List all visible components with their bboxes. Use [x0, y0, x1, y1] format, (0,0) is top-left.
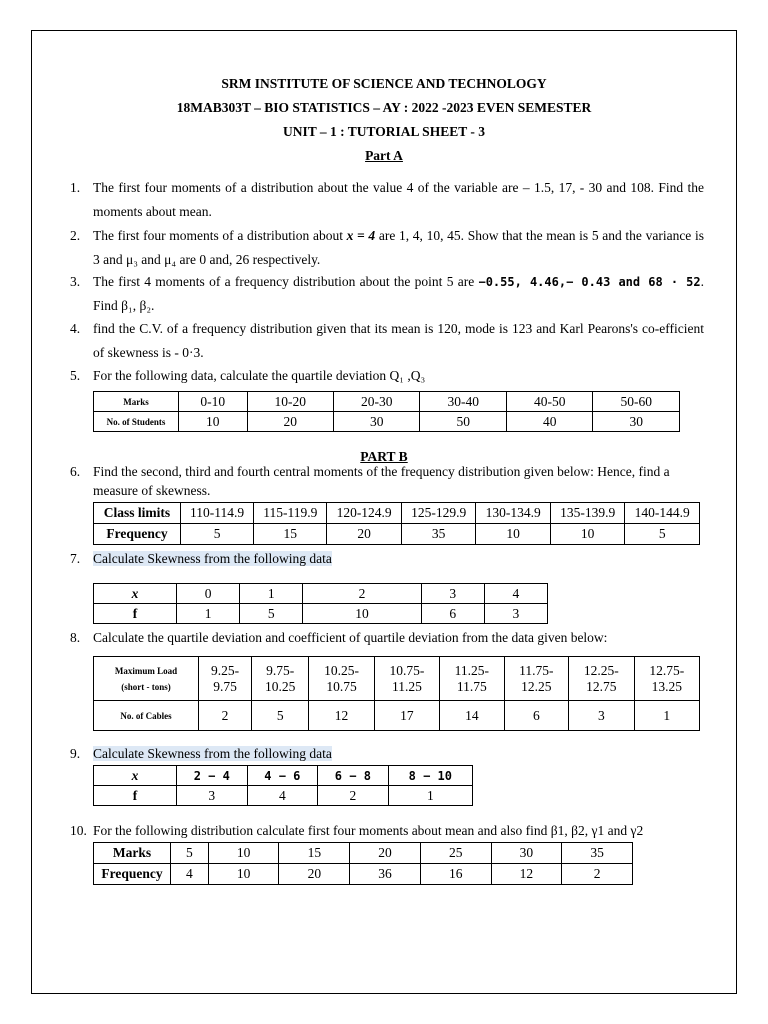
- table-cell: 120-124.9: [327, 503, 402, 524]
- table-cell: 2: [562, 864, 633, 885]
- row-header: Frequency: [94, 864, 171, 885]
- question-3: [70, 270, 704, 318]
- table-cell: 5: [181, 524, 254, 545]
- table-q8: [93, 656, 700, 731]
- table-cell: 110-114.9: [181, 503, 254, 524]
- table-cell: [634, 657, 699, 701]
- question-number: 8.: [70, 630, 81, 645]
- question-text: Find the second, third and fourth central moments of the frequency distribution given below: Hence, find a measure of skewness.: [93, 464, 670, 498]
- table-cell: 36: [350, 864, 421, 885]
- table-cell: 12: [309, 701, 374, 731]
- table-cell: 16: [420, 864, 491, 885]
- table-cell: 3: [421, 584, 484, 604]
- row-header: Frequency: [94, 524, 181, 545]
- table-row: [94, 524, 700, 545]
- range-end: 11.75: [456, 678, 487, 694]
- table-cell: 20-30: [334, 392, 420, 412]
- table-cell: 6: [504, 701, 569, 731]
- table-cell: 50: [420, 412, 506, 432]
- question-5: [70, 364, 704, 388]
- table-row: [94, 412, 680, 432]
- table-cell: 35: [562, 843, 633, 864]
- question-text: [93, 270, 704, 318]
- unit-title: UNIT – 1 : TUTORIAL SHEET - 3: [283, 124, 485, 139]
- table-cell: 10-20: [247, 392, 333, 412]
- table-row: [94, 766, 473, 786]
- table-cell: 20: [327, 524, 402, 545]
- table-cell: 4: [484, 584, 547, 604]
- table-cell: 2: [199, 701, 252, 731]
- table-row: [94, 392, 680, 412]
- table-cell: 1: [634, 701, 699, 731]
- table-cell: [199, 657, 252, 701]
- table-row: [94, 843, 633, 864]
- row-header: [94, 657, 199, 701]
- table-cell: 4: [171, 864, 209, 885]
- table-row: [94, 786, 473, 806]
- course-title: 18MAB303T – BIO STATISTICS – AY : 2022 -2023 EVEN SEMESTER: [176, 100, 592, 115]
- range-end: 9.75: [213, 678, 237, 694]
- table-q5: [93, 391, 680, 432]
- table-cell: [504, 657, 569, 701]
- table-cell: 1: [388, 786, 472, 806]
- table-cell: 20: [350, 843, 421, 864]
- table-cell: 8 − 10: [388, 766, 472, 786]
- table-cell: 2: [303, 584, 421, 604]
- table-cell: 4 − 6: [247, 766, 318, 786]
- question-number: 7.: [70, 551, 81, 566]
- question-2: [70, 224, 704, 272]
- table-cell: 40: [506, 412, 592, 432]
- table-cell: 10: [208, 864, 279, 885]
- question-6: [70, 462, 704, 502]
- table-cell: 3: [177, 786, 248, 806]
- table-cell: [374, 657, 439, 701]
- table-q7: [93, 583, 548, 624]
- row-header: Class limits: [94, 503, 181, 524]
- row-header: f: [94, 604, 177, 624]
- question-number: 10.: [70, 823, 87, 838]
- question-7: [70, 547, 704, 571]
- table-cell: 0-10: [179, 392, 248, 412]
- table-cell: 10: [303, 604, 421, 624]
- table-q6: [93, 502, 700, 545]
- question-4: [70, 317, 704, 365]
- table-cell: 5: [625, 524, 700, 545]
- question-text-part: . Find β₁, β₂.: [93, 274, 704, 313]
- question-number: 6.: [70, 464, 81, 479]
- table-cell: 10: [476, 524, 551, 545]
- table-cell: 3: [569, 701, 634, 731]
- range-start: 9.75-: [266, 662, 295, 678]
- table-cell: [309, 657, 374, 701]
- range-end: 10.25: [265, 678, 296, 694]
- table-cell: [569, 657, 634, 701]
- table-cell: 5: [171, 843, 209, 864]
- part-b-heading: PART B: [360, 449, 408, 464]
- question-text: For the following data, calculate the quartile deviation Q₁ ,Q₃: [93, 368, 426, 383]
- highlighted-text: Calculate Skewness from the following data: [93, 746, 332, 761]
- question-number: 1.: [70, 180, 81, 195]
- row-header: Marks: [94, 843, 171, 864]
- range-start: 11.75-: [519, 662, 554, 678]
- table-row: [94, 604, 548, 624]
- question-1: [70, 176, 704, 224]
- row-header: x: [94, 584, 177, 604]
- table-cell: 5: [240, 604, 303, 624]
- table-cell: 5: [252, 701, 309, 731]
- table-cell: 35: [401, 524, 476, 545]
- question-10: [70, 819, 704, 843]
- table-q9: [93, 765, 473, 806]
- question-number: 9.: [70, 746, 81, 761]
- table-cell: 1: [240, 584, 303, 604]
- table-cell: 6 − 8: [318, 766, 389, 786]
- question-8: [70, 626, 704, 650]
- range-end: 11.25: [391, 678, 422, 694]
- part-a-heading: Part A: [365, 148, 403, 163]
- question-number: 5.: [70, 368, 81, 383]
- table-cell: 10: [550, 524, 625, 545]
- range-end: 12.25: [521, 678, 552, 694]
- question-text: Calculate the quartile deviation and coefficient of quartile deviation from the data given below:: [93, 630, 608, 645]
- table-cell: 30-40: [420, 392, 506, 412]
- row-header-line: (short - tons): [121, 681, 171, 692]
- table-cell: 135-139.9: [550, 503, 625, 524]
- question-number: 3.: [70, 274, 81, 289]
- highlighted-text: Calculate Skewness from the following data: [93, 551, 332, 566]
- table-cell: 0: [177, 584, 240, 604]
- question-text: [93, 224, 704, 272]
- question-number: 4.: [70, 321, 81, 336]
- table-cell: 30: [593, 412, 680, 432]
- math-expression: −0.55, 4.46,− 0.43 and 68 · 52: [478, 275, 701, 289]
- question-text: For the following distribution calculate first four moments about mean and also find β1, β2, γ1 and γ2: [93, 823, 644, 838]
- range-end: 12.75: [586, 678, 617, 694]
- range-start: 12.75-: [649, 662, 685, 678]
- row-header: x: [94, 766, 177, 786]
- table-row: [94, 657, 700, 701]
- question-text: [93, 547, 704, 571]
- question-text-part: are 1, 4, 10, 45. Show that the mean is 5 and the variance is 3 and μ₃ and μ₄ are 0 and, 26 respectively.: [93, 228, 704, 267]
- row-header: Marks: [94, 392, 179, 412]
- question-text: [93, 742, 704, 766]
- table-cell: [252, 657, 309, 701]
- table-cell: 17: [374, 701, 439, 731]
- table-cell: 6: [421, 604, 484, 624]
- range-start: 10.25-: [324, 662, 359, 678]
- question-9: [70, 742, 704, 766]
- table-cell: 2 − 4: [177, 766, 248, 786]
- table-cell: 1: [177, 604, 240, 624]
- range-end: 10.75: [326, 678, 357, 694]
- table-cell: 50-60: [593, 392, 680, 412]
- math-expression: x = 4: [346, 228, 376, 243]
- table-row: [94, 864, 633, 885]
- table-cell: 14: [440, 701, 505, 731]
- table-cell: 140-144.9: [625, 503, 700, 524]
- table-cell: 20: [247, 412, 333, 432]
- range-start: 12.25-: [583, 662, 619, 678]
- row-header: No. of Cables: [94, 701, 199, 731]
- question-text-part: The first four moments of a distribution about: [93, 228, 347, 243]
- table-cell: 15: [254, 524, 327, 545]
- table-cell: 20: [279, 864, 350, 885]
- table-cell: 130-134.9: [476, 503, 551, 524]
- table-cell: 15: [279, 843, 350, 864]
- question-number: 2.: [70, 228, 81, 243]
- row-header: f: [94, 786, 177, 806]
- table-cell: [440, 657, 505, 701]
- question-text: The first four moments of a distribution about the value 4 of the variable are – 1.5, 17, - 30 and 108. Find the moments about mean.: [93, 180, 704, 219]
- table-row: [94, 701, 700, 731]
- table-cell: 25: [420, 843, 491, 864]
- table-cell: 125-129.9: [401, 503, 476, 524]
- range-end: 13.25: [651, 678, 682, 694]
- range-start: 11.25-: [454, 662, 490, 678]
- row-header-line: Maximum Load: [114, 665, 178, 676]
- question-text: find the C.V. of a frequency distribution given that its mean is 120, mode is 123 and Karl Pearons's co-efficient of skewness is - 0·3.: [93, 321, 704, 360]
- table-cell: 4: [247, 786, 318, 806]
- table-cell: 2: [318, 786, 389, 806]
- table-cell: 3: [484, 604, 547, 624]
- table-q10: [93, 842, 633, 885]
- table-cell: 115-119.9: [254, 503, 327, 524]
- range-start: 9.25-: [210, 662, 240, 678]
- table-cell: 10: [179, 412, 248, 432]
- table-cell: 12: [491, 864, 562, 885]
- table-row: [94, 584, 548, 604]
- table-row: [94, 503, 700, 524]
- table-cell: 30: [334, 412, 420, 432]
- question-text-part: The first 4 moments of a frequency distribution about the point 5 are: [93, 274, 479, 289]
- table-cell: 40-50: [506, 392, 592, 412]
- institution-title: SRM INSTITUTE OF SCIENCE AND TECHNOLOGY: [221, 76, 547, 91]
- range-start: 10.75-: [389, 662, 425, 678]
- row-header: No. of Students: [94, 412, 179, 432]
- table-cell: 10: [208, 843, 279, 864]
- table-cell: 30: [491, 843, 562, 864]
